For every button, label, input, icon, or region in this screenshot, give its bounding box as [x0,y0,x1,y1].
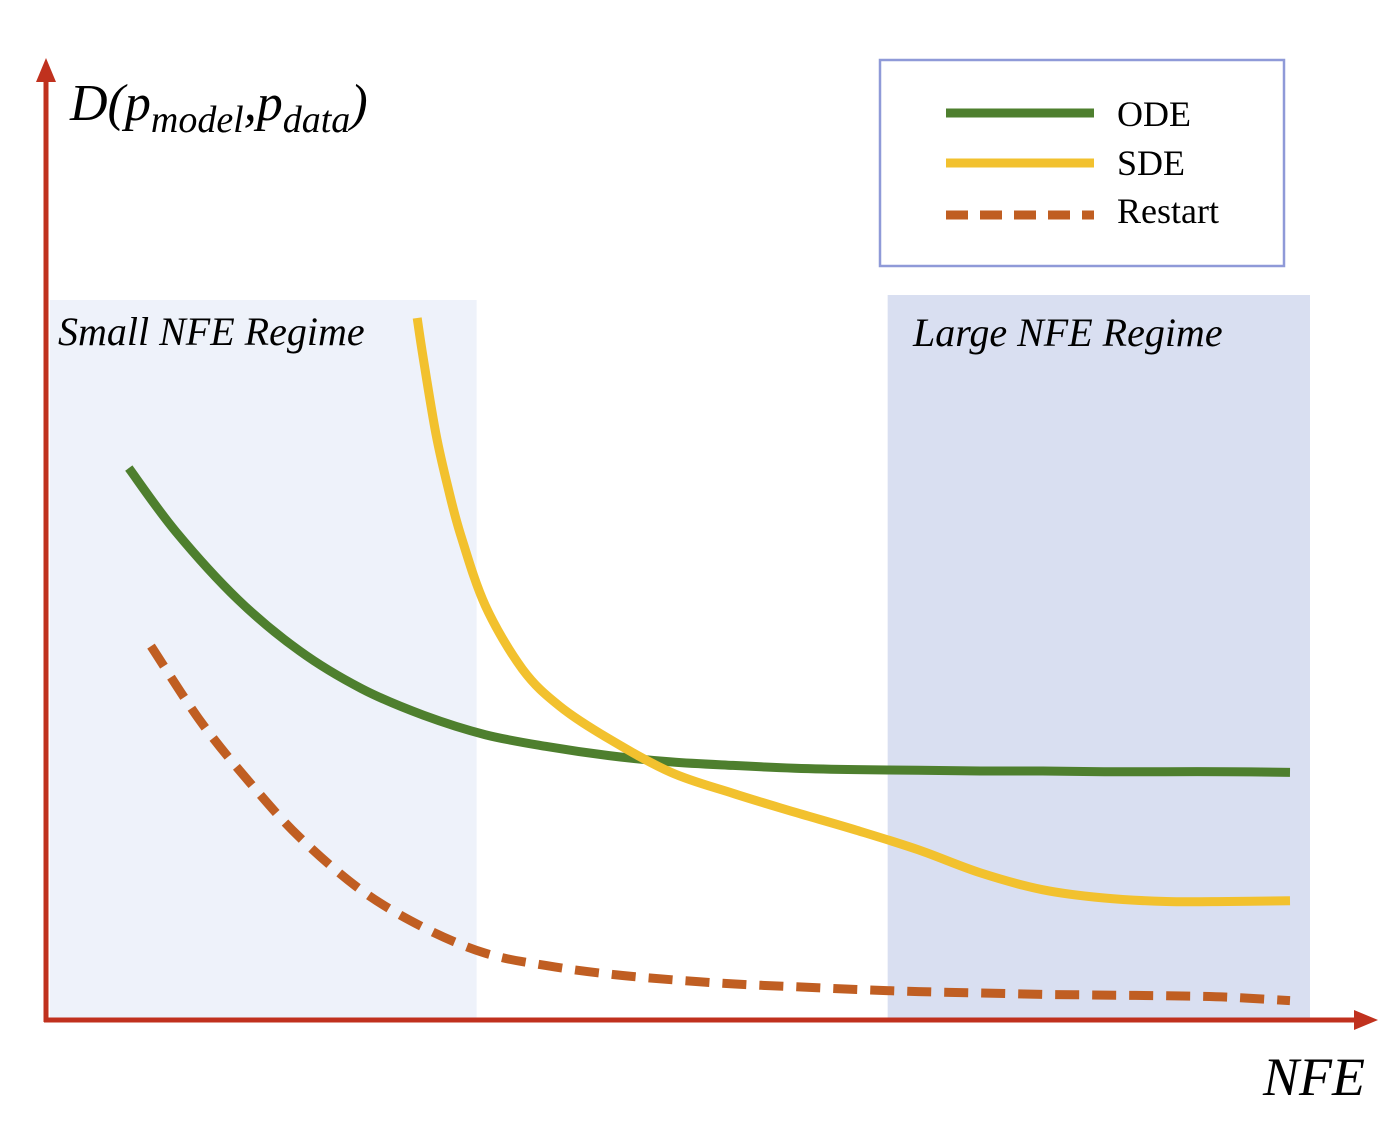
y-label-prefix: D( [70,75,125,132]
y-label-sub-data: data [282,99,351,141]
small-nfe-region [50,300,477,1018]
x-axis-arrow-icon [1354,1010,1378,1030]
y-axis-arrow-icon [36,58,56,82]
large-nfe-region [888,295,1310,1018]
legend-sde-label: SDE [1117,143,1186,183]
y-label-symbol-1: p [124,75,151,132]
legend-restart-label: Restart [1117,191,1219,231]
small-nfe-regime-label: Small NFE Regime [58,309,365,354]
legend-ode-label: ODE [1117,94,1191,134]
y-label-sub-model: model [150,99,244,141]
large-nfe-regime-label: Large NFE Regime [913,310,1223,355]
legend [880,60,1284,266]
y-label-close: ) [350,75,368,132]
y-label-symbol-2: p [256,75,283,132]
y-label-sep: , [243,75,257,132]
y-axis-label [69,75,368,141]
x-axis-label: NFE [1263,1047,1365,1107]
